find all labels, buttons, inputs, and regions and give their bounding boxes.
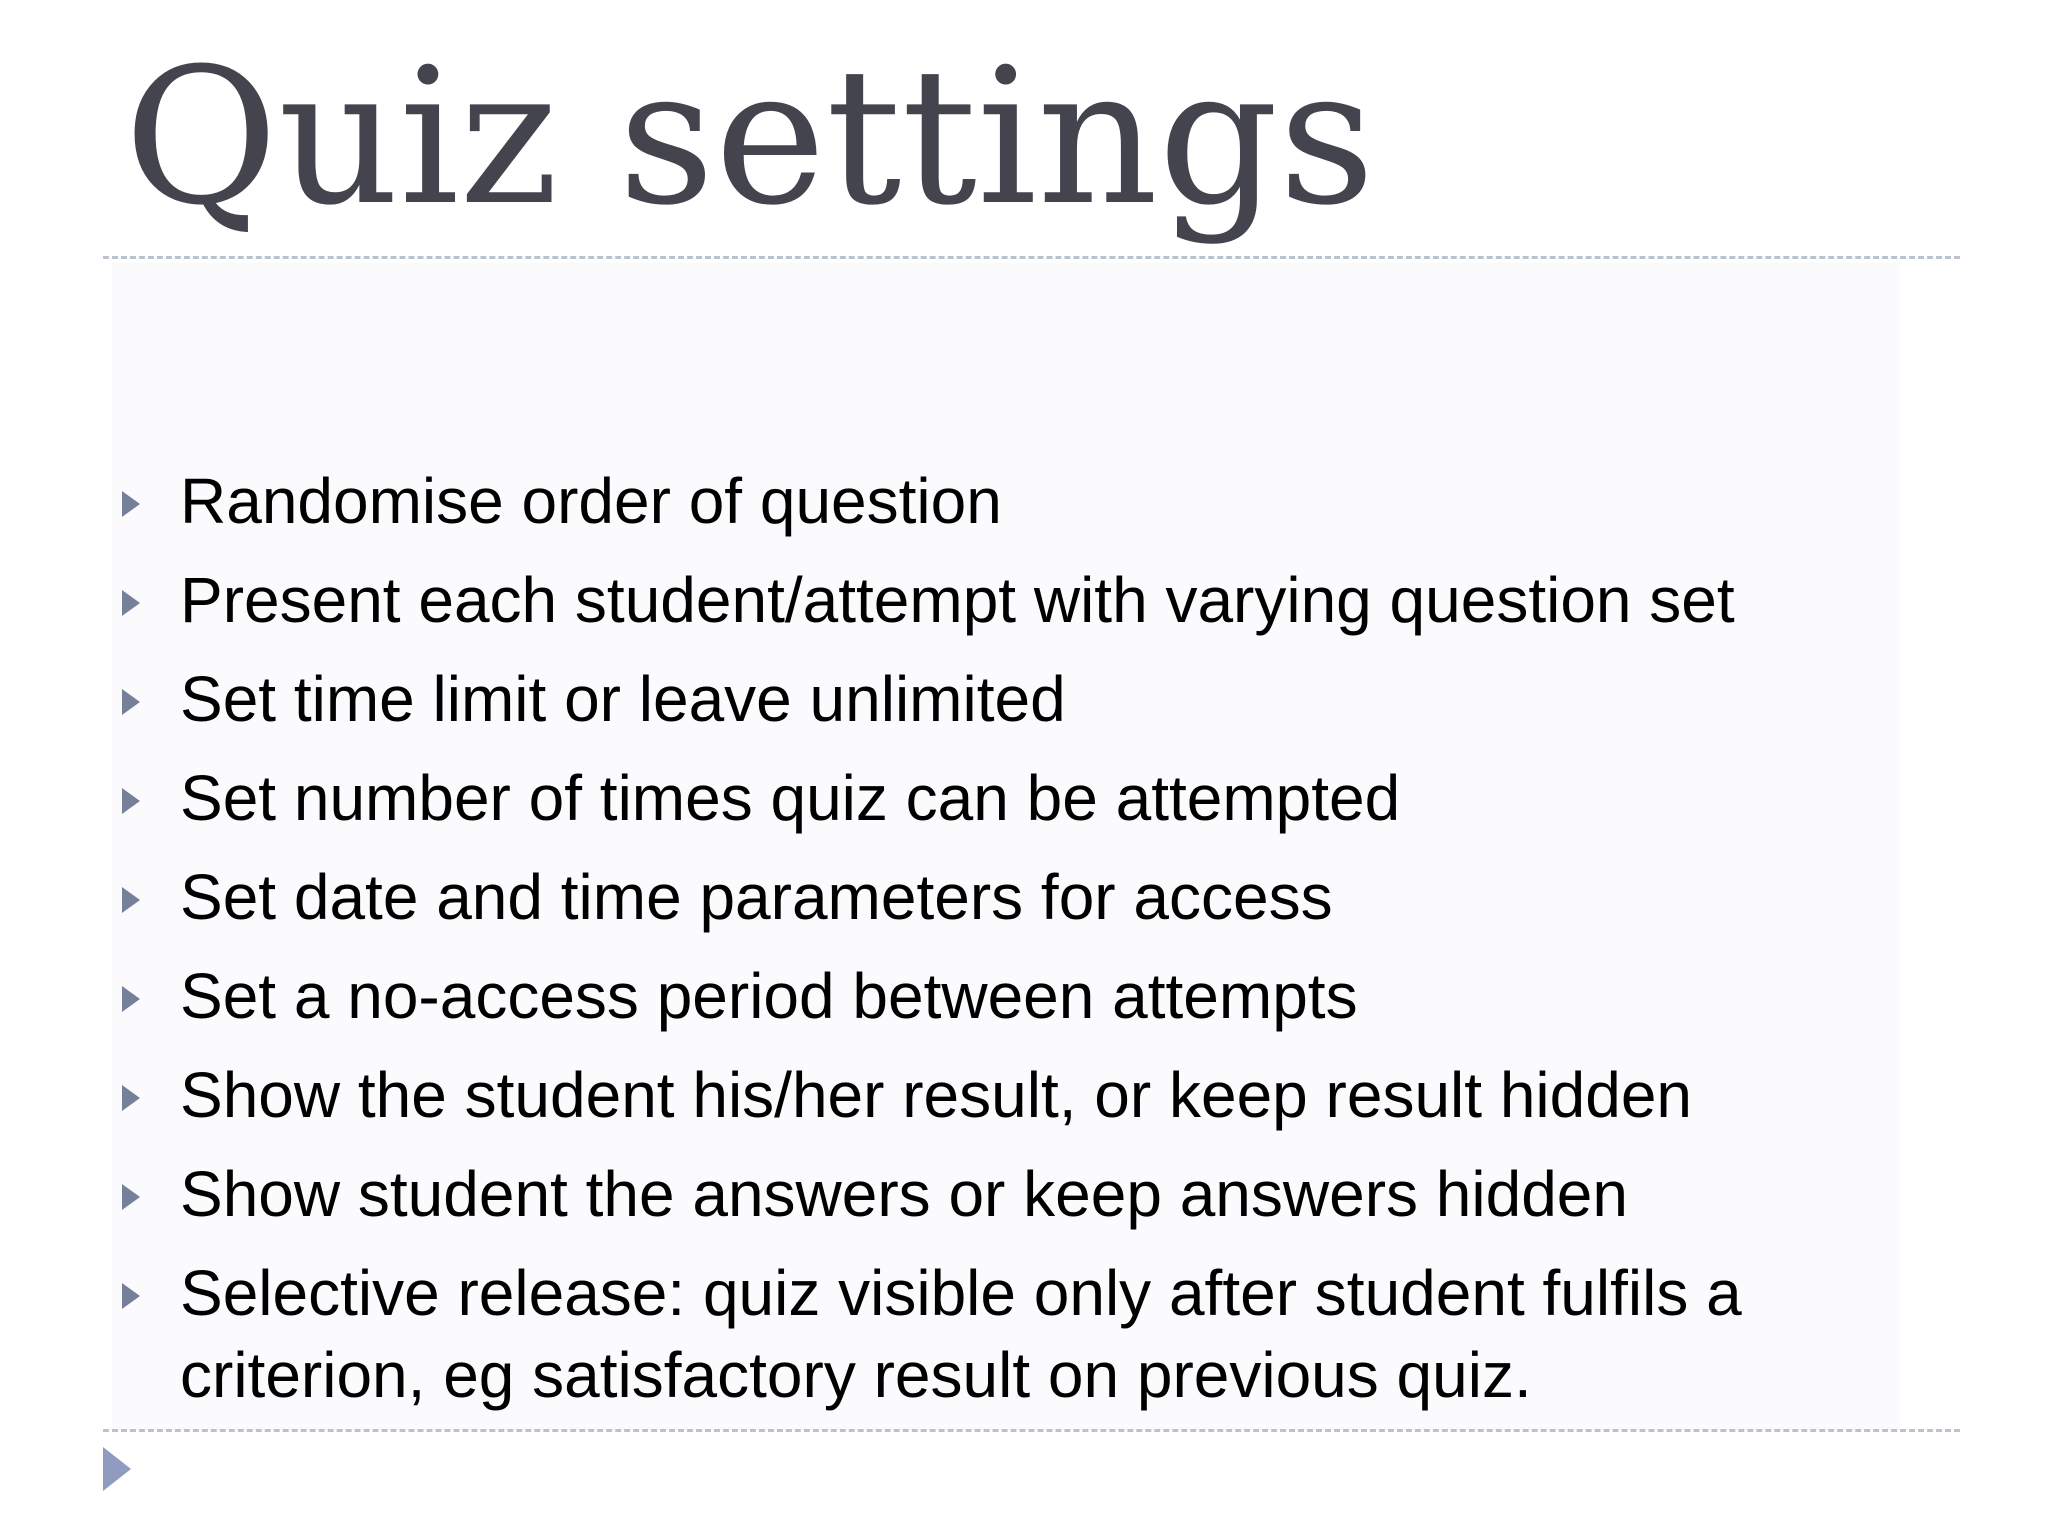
bullet-list: [112, 460, 1912, 1433]
bullet-item: [112, 559, 1912, 641]
bullet-item: [112, 1054, 1912, 1136]
slide-title: Quiz settings: [124, 28, 1376, 247]
bullet-item: [112, 1252, 1912, 1416]
triangle-right-icon: [122, 1184, 140, 1210]
bullet-text: Set date and time parameters for access: [180, 861, 1333, 933]
bullet-item: [112, 1153, 1912, 1235]
bullet-item: [112, 460, 1912, 542]
bullet-text: Set time limit or leave unlimited: [180, 663, 1066, 735]
bullet-text: Selective release: quiz visible only after student fulfils a criterion, eg satisfactory result on previous quiz.: [180, 1257, 1742, 1411]
bullet-text: Randomise order of question: [180, 465, 1002, 537]
title-divider: [103, 256, 1960, 259]
bullet-text: Present each student/attempt with varying question set: [180, 564, 1735, 636]
triangle-right-icon: [122, 986, 140, 1012]
triangle-right-icon: [122, 1283, 140, 1309]
triangle-right-icon: [122, 1085, 140, 1111]
bullet-item: [112, 856, 1912, 938]
bullet-item: [112, 955, 1912, 1037]
footer-divider: [103, 1429, 1960, 1432]
triangle-right-icon: [122, 590, 140, 616]
bullet-item: [112, 658, 1912, 740]
triangle-right-icon: [122, 689, 140, 715]
bullet-item: [112, 757, 1912, 839]
bullet-text: Set a no-access period between attempts: [180, 960, 1358, 1032]
bullet-text: Show the student his/her result, or keep result hidden: [180, 1059, 1692, 1131]
next-slide-icon[interactable]: [103, 1447, 131, 1491]
triangle-right-icon: [122, 887, 140, 913]
triangle-right-icon: [122, 491, 140, 517]
triangle-right-icon: [122, 788, 140, 814]
bullet-text: Show student the answers or keep answers hidden: [180, 1158, 1628, 1230]
bullet-text: Set number of times quiz can be attempted: [180, 762, 1401, 834]
